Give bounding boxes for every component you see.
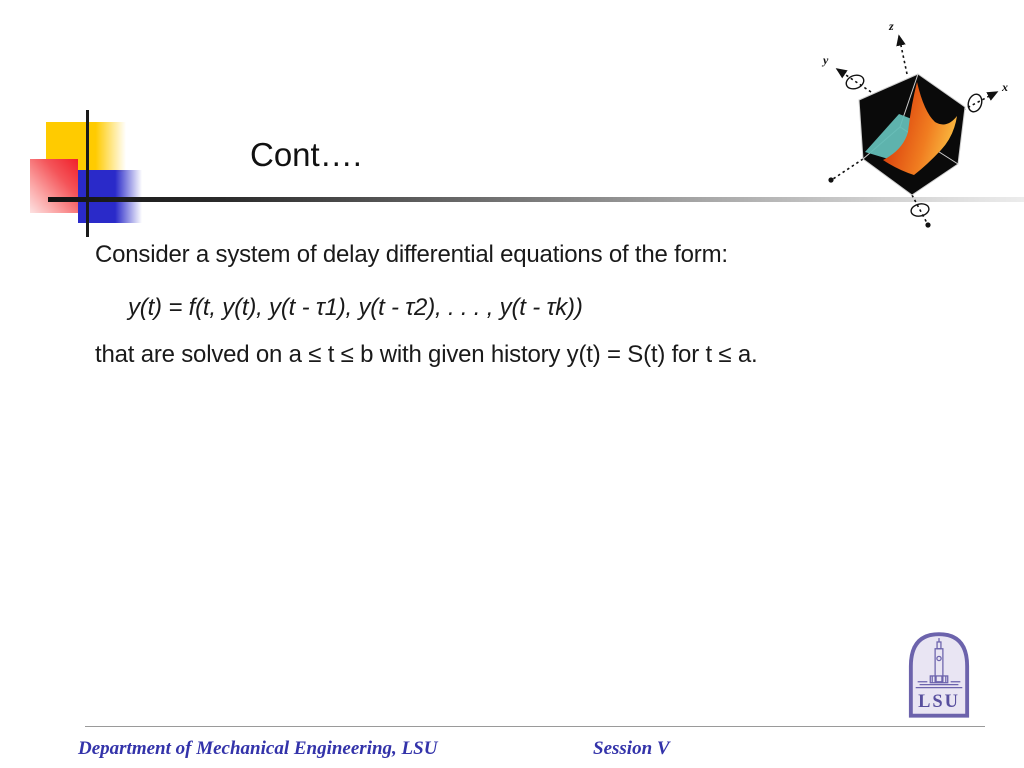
decor-vertical-line bbox=[86, 110, 89, 237]
footer-session: Session V bbox=[593, 738, 670, 759]
matlab-z-label: z bbox=[889, 19, 894, 33]
matlab-logo-icon bbox=[815, 12, 1015, 232]
lsu-logo-text: LSU bbox=[918, 691, 960, 711]
footer-department: Department of Mechanical Engineering, LSU bbox=[78, 738, 438, 759]
body-line-3: that are solved on a ≤ t ≤ b with given history y(t) = S(t) for t ≤ a. bbox=[95, 341, 758, 368]
matlab-x-label: x bbox=[1002, 80, 1008, 94]
matlab-y-label: y bbox=[823, 53, 829, 67]
body-line-1: Consider a system of delay differential equations of the form: bbox=[95, 241, 728, 268]
slide-title: Cont…. bbox=[250, 136, 362, 173]
axis-end-dot bbox=[828, 177, 833, 182]
decor-red-square bbox=[30, 159, 78, 213]
body-equation: y(t) = f(t, y(t), y(t - τ1), y(t - τ2), . . . , y(t - τk)) bbox=[128, 294, 583, 321]
lsu-logo-icon bbox=[906, 629, 972, 719]
footer-rule bbox=[85, 726, 985, 727]
axis-end-dot bbox=[925, 222, 930, 227]
